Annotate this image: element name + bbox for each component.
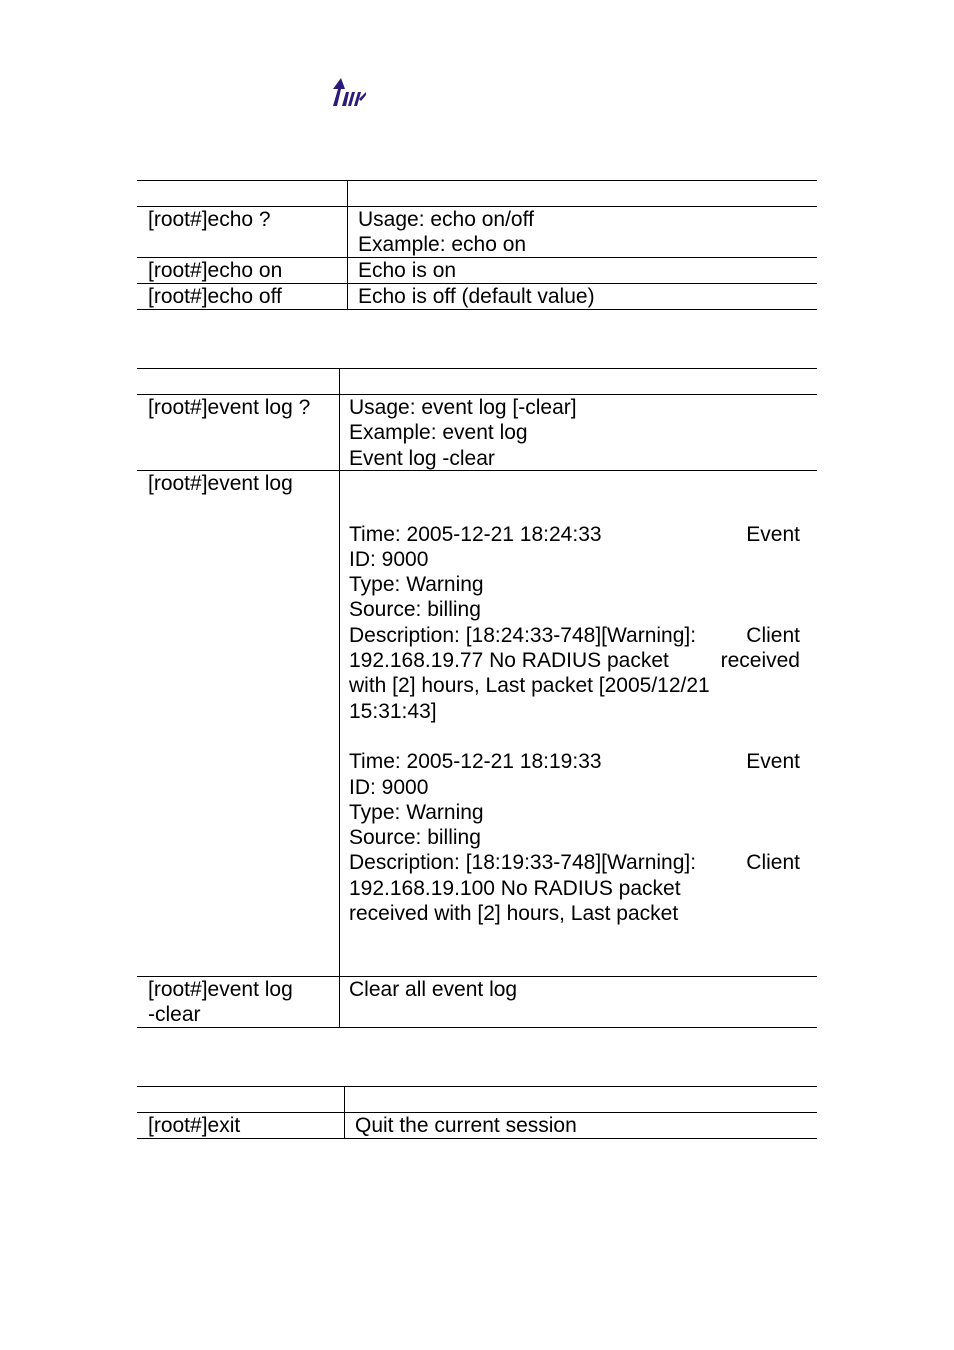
command-cell: [root#]echo on — [148, 259, 283, 282]
command-cell: [root#]echo ? — [148, 208, 271, 231]
table-row — [137, 284, 817, 310]
description-cell: Echo is on — [358, 259, 457, 282]
command-cell: [root#]exit — [148, 1114, 241, 1137]
exit-command-table — [137, 1086, 817, 1139]
table-row — [137, 258, 817, 284]
table-header-row — [137, 368, 817, 395]
description-cell: Quit the current session — [355, 1114, 577, 1137]
table-row — [137, 395, 817, 471]
event-entry: Time: 2005-12-21 18:24:33 Event ID: 9000 Type: Warning Source: billing Description: [18:24:33-748][Warning]: Client 192.168.19.77 No RADIUS packet received with [2] hours, Last packet [2005/12/21 15:31:43] — [349, 522, 800, 723]
event-log-output — [349, 471, 800, 926]
table-header-row — [137, 180, 817, 207]
event-log-command-table — [137, 368, 817, 1028]
description-cell: Usage: event log [-clear] Example: event log Event log -clear — [349, 396, 577, 470]
command-cell: [root#]echo off — [148, 285, 282, 308]
command-cell: [root#]event log ? — [148, 396, 311, 419]
command-cell: [root#]event log -clear — [148, 978, 293, 1027]
description-cell: Usage: echo on/off Example: echo on — [358, 208, 534, 257]
command-cell: [root#]event log — [148, 472, 293, 495]
table-row — [137, 207, 817, 258]
event-entry: Time: 2005-12-21 18:19:33 Event ID: 9000 Type: Warning Source: billing Description: [18:19:33-748][Warning]: Client 192.168.19.100 No RADIUS packet received with [2] hours, Last packet — [349, 750, 800, 926]
echo-command-table — [137, 180, 817, 310]
description-cell: Echo is off (default value) — [358, 285, 595, 308]
description-cell: Clear all event log — [349, 978, 518, 1001]
table-row — [137, 1113, 817, 1139]
table-row — [137, 471, 817, 977]
table-header-row — [137, 1086, 817, 1113]
table-row — [137, 977, 817, 1028]
company-logo — [331, 77, 367, 107]
